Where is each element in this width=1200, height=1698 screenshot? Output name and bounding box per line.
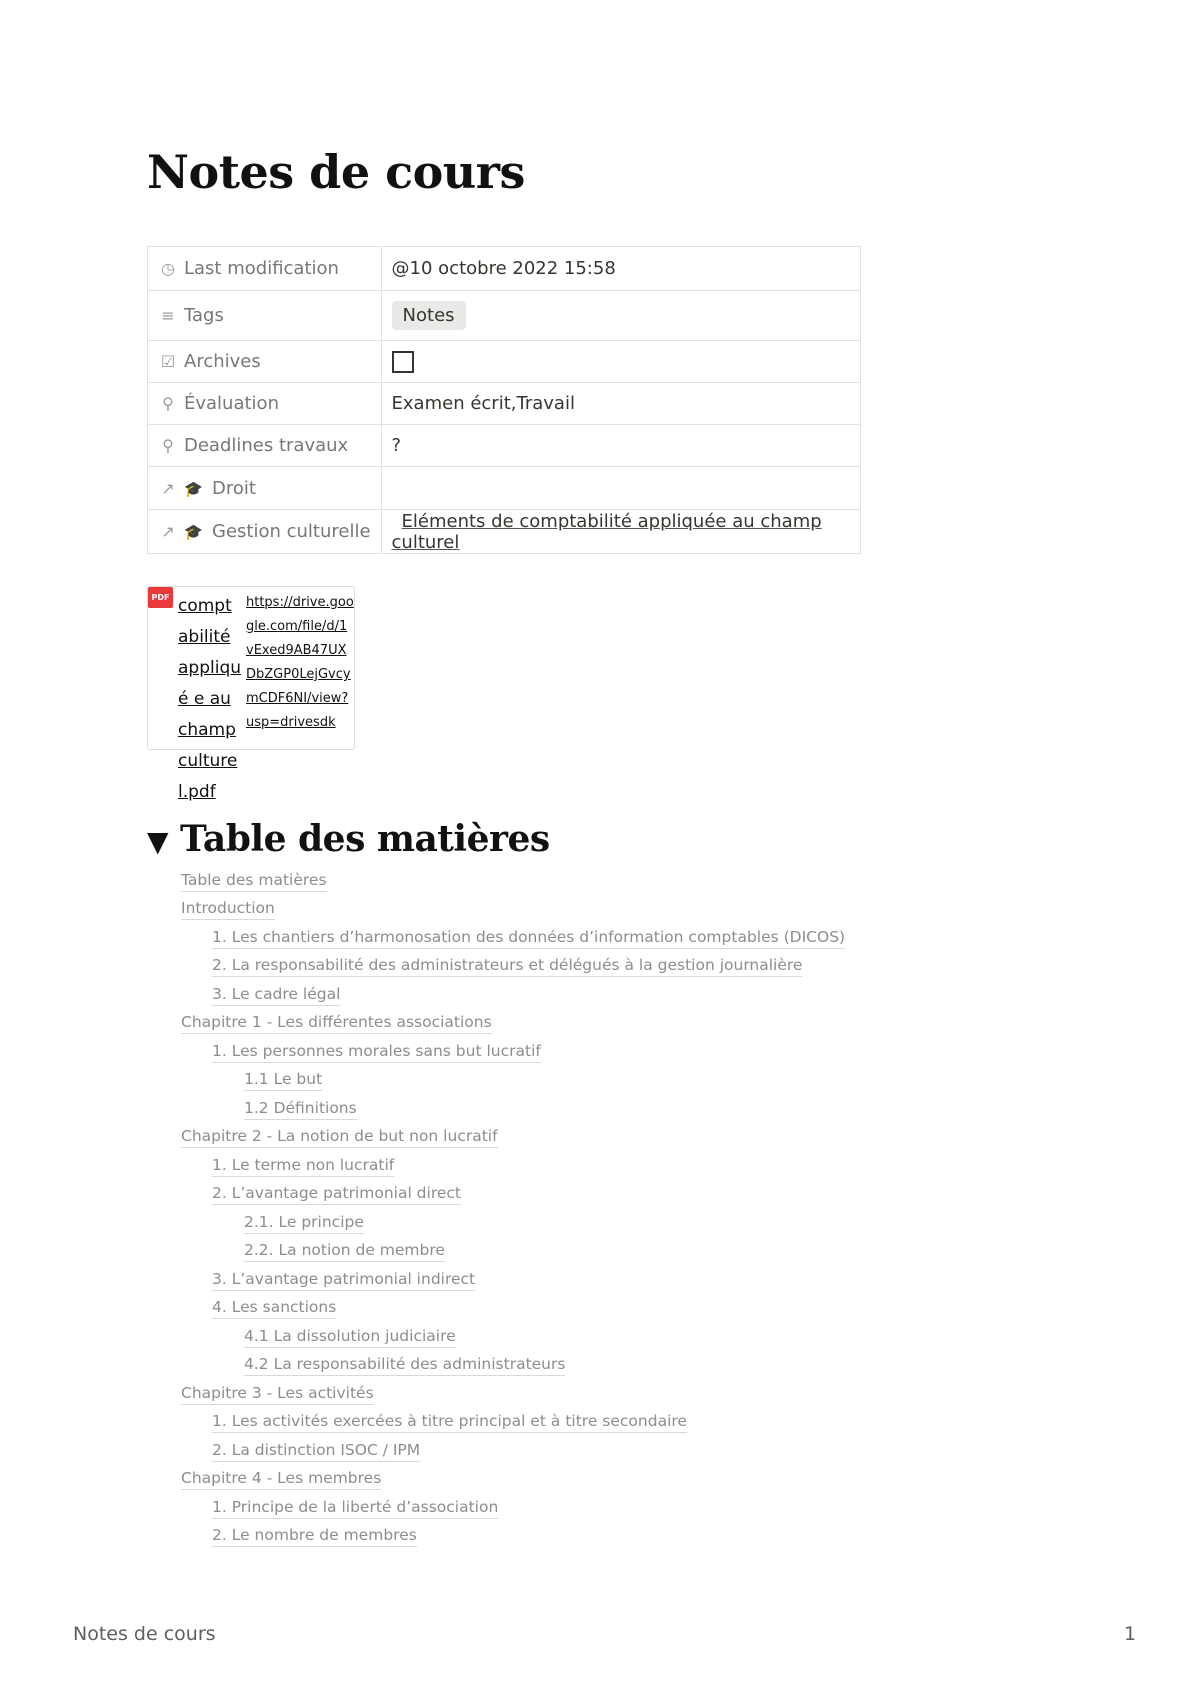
archives-checkbox[interactable] (392, 351, 414, 373)
toc-item[interactable]: 2.2. La notion de membre (244, 1241, 445, 1262)
property-value: ? (391, 435, 402, 456)
property-row (148, 425, 861, 467)
property-row (148, 341, 861, 383)
toc-item[interactable]: 4. Les sanctions (212, 1298, 336, 1319)
pdf-filename[interactable]: comptabilité appliqué e au champ culturel.pdf (178, 596, 242, 802)
footer-page-number: 1 (1124, 1623, 1137, 1645)
property-row (148, 291, 861, 341)
property-row (148, 383, 861, 425)
relation-link[interactable]: Eléments de comptabilité appliquée au champ culturel (391, 510, 822, 553)
toc-item[interactable]: 1. Les chantiers d’harmonosation des données d’information comptables (DICOS) (212, 928, 845, 949)
property-key: Gestion culturelle (212, 521, 371, 542)
properties-table (147, 246, 861, 554)
toc-item[interactable]: 2. La responsabilité des administrateurs et délégués à la gestion journalière (212, 956, 802, 977)
toc-item[interactable]: Chapitre 1 - Les différentes associations (181, 1013, 492, 1034)
toc-item[interactable]: Table des matières (181, 871, 327, 892)
toc-item[interactable]: 1. Le terme non lucratif (212, 1156, 394, 1177)
clock-icon: ◷ (161, 259, 175, 278)
toc-item[interactable]: 4.1 La dissolution judiciaire (244, 1327, 456, 1348)
property-key: Deadlines travaux (184, 435, 349, 456)
toggle-triangle-icon[interactable]: ▼ (147, 825, 169, 858)
toc-heading-label: Table des matières (180, 818, 550, 860)
property-value: @10 octobre 2022 15:58 (391, 258, 616, 279)
toc-item[interactable]: 2. L’avantage patrimonial direct (212, 1184, 461, 1205)
toc-item[interactable]: 1. Les activités exercées à titre principal et à titre secondaire (212, 1412, 687, 1433)
property-key: Archives (184, 351, 261, 372)
relation-arrow-icon: ↗ (161, 522, 175, 541)
list-icon: ≡ (161, 306, 175, 325)
pdf-icon: PDF (148, 587, 173, 608)
toc-item[interactable]: 4.2 La responsabilité des administrateurs (244, 1355, 565, 1376)
toc-item[interactable]: 1. Principe de la liberté d’association (212, 1498, 498, 1519)
search-icon: ⚲ (162, 394, 174, 413)
property-row (148, 247, 861, 291)
toc-item[interactable]: 1.2 Définitions (244, 1099, 357, 1120)
graduation-cap-icon: 🎓 (184, 479, 203, 498)
toc-item[interactable]: Chapitre 3 - Les activités (181, 1384, 374, 1405)
footer-title: Notes de cours (73, 1623, 216, 1645)
toc-item[interactable]: 2. Le nombre de membres (212, 1526, 417, 1547)
toc-item[interactable]: Chapitre 2 - La notion de but non lucratif (181, 1127, 498, 1148)
tag-pill[interactable]: Notes (392, 301, 466, 330)
toc-item[interactable]: Chapitre 4 - Les membres (181, 1469, 381, 1490)
property-key: Tags (184, 305, 224, 326)
toc-item[interactable]: 3. L’avantage patrimonial indirect (212, 1270, 475, 1291)
toc-item[interactable]: 2.1. Le principe (244, 1213, 364, 1234)
property-key: Droit (212, 477, 256, 499)
graduation-cap-icon: 🎓 (184, 523, 203, 541)
search-icon: ⚲ (162, 436, 174, 455)
toc-item[interactable]: 2. La distinction ISOC / IPM (212, 1441, 420, 1462)
toc-item[interactable]: Introduction (181, 899, 275, 920)
property-key: Évaluation (184, 393, 279, 414)
pdf-embed[interactable] (147, 586, 355, 802)
property-key: Last modification (184, 258, 339, 279)
pdf-url[interactable]: https://drive.google.com/file/d/1vExed9AB47UXDbZGP0LejGvcymCDF6NI/view?usp=drivesdk (246, 595, 354, 730)
toc-item[interactable]: 1. Les personnes morales sans but lucratif (212, 1042, 541, 1063)
property-row (148, 510, 861, 554)
property-value: Examen écrit,Travail (391, 393, 575, 414)
relation-arrow-icon: ↗ (161, 478, 175, 498)
page-title: Notes de cours (147, 145, 525, 199)
toc-item[interactable]: 1.1 Le but (244, 1070, 322, 1091)
checkbox-icon: ☑ (160, 352, 176, 371)
toc-heading[interactable] (147, 818, 550, 860)
toc-item[interactable]: 3. Le cadre légal (212, 985, 340, 1006)
property-row (148, 467, 861, 510)
